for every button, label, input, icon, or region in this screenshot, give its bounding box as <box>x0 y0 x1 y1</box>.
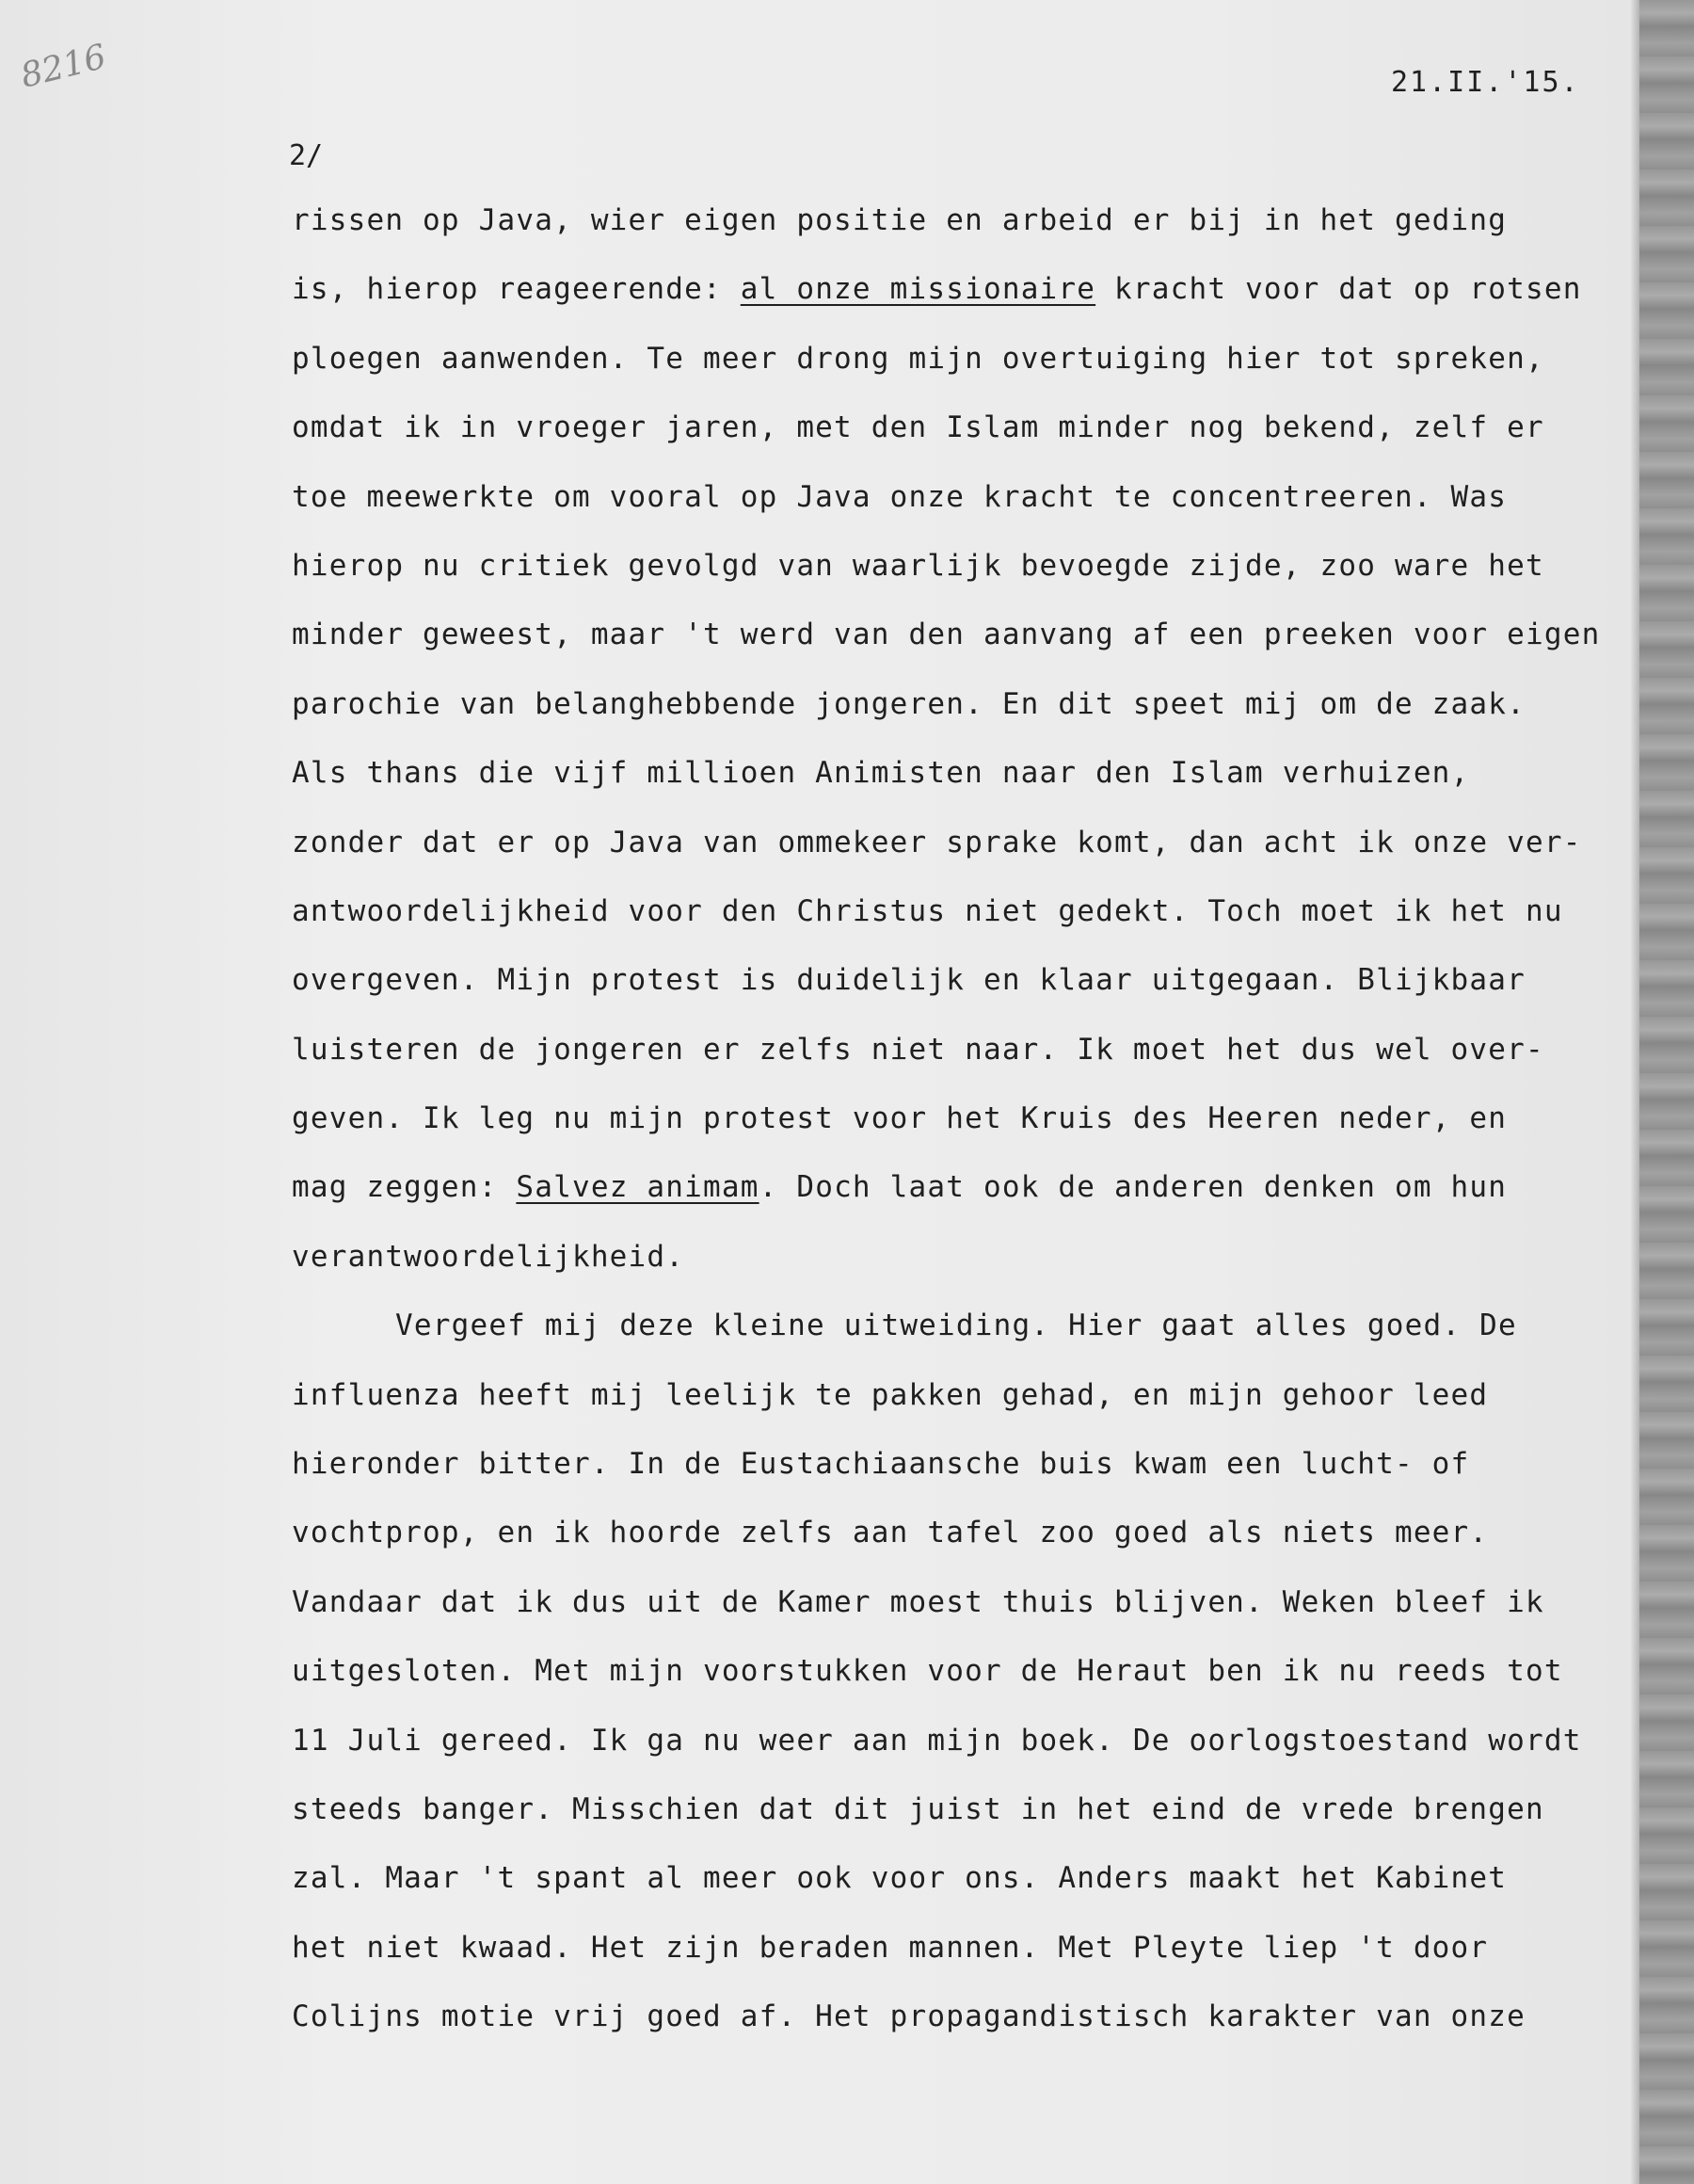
underlined-phrase: al onze missionaire <box>740 272 1096 307</box>
text-line <box>292 1514 1685 1582</box>
text-segment: parochie van belanghebbende jongeren. En dit speet mij om de zaak. <box>292 686 1526 721</box>
text-line <box>292 1100 1685 1168</box>
text-line <box>292 1791 1685 1859</box>
text-segment: vochtprop, en ik hoorde zelfs aan tafel zoo goed als niets meer. <box>292 1516 1489 1550</box>
text-line <box>292 409 1685 477</box>
page-number: 2/ <box>289 139 324 172</box>
text-segment: Vandaar dat ik dus uit de Kamer moest thuis blijven. Weken bleef ik <box>292 1584 1544 1619</box>
text-segment: Colijns motie vrij goed af. Het propagandistisch karakter van onze <box>292 1999 1526 2034</box>
text-segment: Als thans die vijf millioen Animisten naar den Islam verhuizen, <box>292 756 1470 791</box>
text-segment: zonder dat er op Java van ommekeer sprake komt, dan acht ik onze ver- <box>292 825 1582 859</box>
text-line <box>292 1238 1685 1307</box>
text-line <box>292 1307 1685 1375</box>
text-line <box>292 892 1685 961</box>
text-segment: toe meewerkte om vooral op Java onze kracht te concentreeren. Was <box>292 479 1508 514</box>
text-line <box>292 478 1685 547</box>
letter-body <box>292 201 1685 2067</box>
text-line <box>292 270 1685 339</box>
text-line <box>292 616 1685 684</box>
text-line <box>292 961 1685 1030</box>
text-segment: antwoordelijkheid voor den Christus niet gedekt. Toch moet ik het nu <box>292 893 1563 928</box>
text-line <box>292 1722 1685 1791</box>
text-segment: rissen op Java, wier eigen positie en arbeid er bij in het geding <box>292 203 1508 237</box>
text-line <box>292 1445 1685 1514</box>
text-segment: overgeven. Mijn protest is duidelijk en klaar uitgegaan. Blijkbaar <box>292 963 1526 998</box>
text-line <box>292 1929 1685 1998</box>
text-segment: steeds banger. Misschien dat dit juist in het eind de vrede brengen <box>292 1791 1544 1826</box>
text-line <box>292 1998 1685 2066</box>
text-line <box>292 201 1685 270</box>
text-segment: influenza heeft mij leelijk te pakken gehad, en mijn gehoor leed <box>292 1377 1489 1412</box>
archive-number: 8216 <box>17 37 110 96</box>
text-line <box>292 1652 1685 1721</box>
text-segment: ploegen aanwenden. Te meer drong mijn overtuiging hier tot spreken, <box>292 341 1544 376</box>
text-line <box>292 685 1685 754</box>
text-line <box>292 754 1685 823</box>
text-line <box>292 824 1685 892</box>
text-segment: omdat ik in vroeger jaren, met den Islam minder nog bekend, zelf er <box>292 410 1544 445</box>
text-segment: Vergeef mij deze kleine uitweiding. Hier gaat alles goed. De <box>395 1309 1517 1343</box>
text-line <box>292 1583 1685 1652</box>
text-line <box>292 547 1685 616</box>
letter-date: 21.II.'15. <box>1391 66 1580 99</box>
text-segment: mag zeggen: <box>292 1170 517 1205</box>
text-segment: verantwoordelijkheid. <box>292 1239 685 1274</box>
text-segment: is, hierop reageerende: <box>292 272 741 307</box>
text-segment: hieronder bitter. In de Eustachiaansche buis kwam een lucht- of <box>292 1447 1470 1482</box>
text-segment: uitgesloten. Met mijn voorstukken voor de Heraut ben ik nu reeds tot <box>292 1654 1563 1689</box>
text-segment: hierop nu critiek gevolgd van waarlijk bevoegde zijde, zoo ware het <box>292 548 1544 583</box>
text-line <box>292 1376 1685 1445</box>
text-line <box>292 1859 1685 1928</box>
text-segment: geven. Ik leg nu mijn protest voor het Kruis des Heeren neder, en <box>292 1101 1508 1136</box>
text-segment: kracht voor dat op rotsen <box>1095 272 1582 307</box>
text-segment: zal. Maar 't spant al meer ook voor ons. Anders maakt het Kabinet <box>292 1861 1508 1896</box>
text-line <box>292 1168 1685 1237</box>
text-segment: het niet kwaad. Het zijn beraden mannen. Met Pleyte liep 't door <box>292 1930 1489 1965</box>
text-segment: . Doch laat ook de anderen denken om hun <box>759 1170 1508 1205</box>
underlined-phrase: Salvez animam <box>516 1170 759 1205</box>
text-segment: 11 Juli gereed. Ik ga nu weer aan mijn boek. De oorlogstoestand wordt <box>292 1723 1582 1758</box>
text-line <box>292 340 1685 409</box>
text-segment: minder geweest, maar 't werd van den aanvang af een preeken voor eigen <box>292 618 1601 652</box>
text-segment: luisteren de jongeren er zelfs niet naar. Ik moet het dus wel over- <box>292 1032 1544 1067</box>
text-line <box>292 1031 1685 1100</box>
